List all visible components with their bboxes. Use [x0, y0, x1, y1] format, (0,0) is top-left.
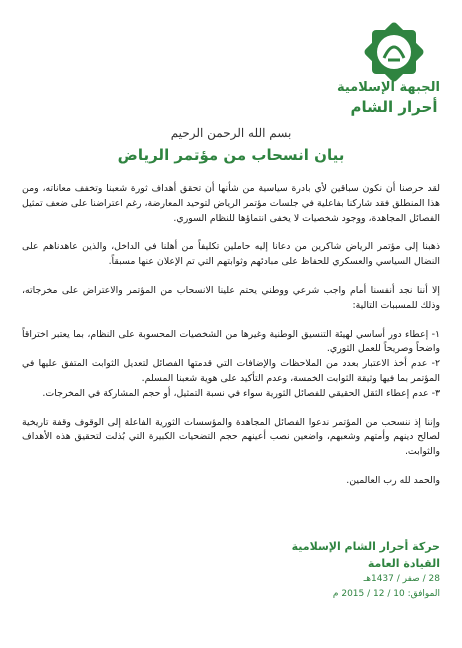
basmala: بسم الله الرحمن الرحيم: [170, 126, 292, 140]
signature-block: [140, 538, 440, 602]
paragraph-call: وإننا إذ ننسحب من المؤتمر ندعوا الفصائل المجاهدة والمؤسسات الثورية الفاعلة إلى الوقوف وقفة تاريخية لصالح دينهم وأمتهم وشعبهم، واضعين نصب أعينهم حجم التضحيات الكبيرة التي بُذلت لتحقيق هذه الأهداف والثوابت.: [22, 416, 440, 458]
logo-subtitle: أحرار الشام: [350, 98, 438, 116]
statement-body: [22, 182, 440, 503]
paragraph-reasons: ١- إعطاء دور أساسي لهيئة التنسيق الوطنية وغيرها من الشخصيات المحسوبة على النظام، بما يعتبر اختراقاً واضحاً وصريحاً للعمل الثوري. ٢- عدم أخذ الاعتبار بعدد من الملاحظات والإضافات التي قدمتها الفصائل لتعديل الثوابت المتفق عليها في المؤتمر بما فيها وثيقة الثوابت الخمسة، وعدم التأكيد على هوية شعبنا المسلم. ٣- عدم إعطاء الثقل الحقيقي للفصائل الثورية سواء في نسبة التمثيل، أو حجم المشاركة في المخرجات.: [22, 328, 440, 399]
signature-leadership: القيادة العامة: [367, 557, 440, 570]
paragraph-intro: لقد حرصنا أن نكون سباقين لأي بادرة سياسية من شأنها أن تحقق أهداف ثورة شعبنا وتخفف معاناته، ومن هذا المنطلق فقد شاركنا بفاعلية في جلسات مؤتمر الرياض لتوحيد المعارضة، رغم اعتراضنا على ضعف تمثيل الفصائل المجاهدة، ووجود شخصيات لا يخفى انتماؤها للنظام السوري.: [21, 183, 440, 224]
logo-name: الجبهة الإسلامية: [336, 80, 440, 95]
hijri-date: 28 / صفر / 1437هـ: [363, 574, 440, 584]
signature-organization: حركة أحرار الشام الإسلامية: [291, 540, 440, 553]
paragraph-riyadh: ذهبنا إلى مؤتمر الرياض شاكرين من دعانا إليه حاملين تكليفاً من أهلنا في الداخل، والذين عاهدناهم على النضال السياسي والعسكري للحفاظ على مبادئهم وثوابتهم التي تم الإعلان عنها مسبقاً.: [22, 241, 440, 268]
organization-logo: [336, 18, 440, 122]
paragraph-closing: والحمد لله رب العالمين.: [346, 474, 440, 486]
star-emblem-icon: [348, 18, 440, 82]
gregorian-date: الموافق: 10 / 12 / 2015 م: [332, 589, 440, 599]
paragraph-withdrawal: إلا أننا نجد أنفسنا أمام واجب شرعي ووطني يحتم علينا الانسحاب من المؤتمر والاعتراض على مخرجاته، وذلك للمسببات التالية:: [22, 284, 440, 311]
statement-title: بيان انسحاب من مؤتمر الرياض: [117, 146, 345, 164]
